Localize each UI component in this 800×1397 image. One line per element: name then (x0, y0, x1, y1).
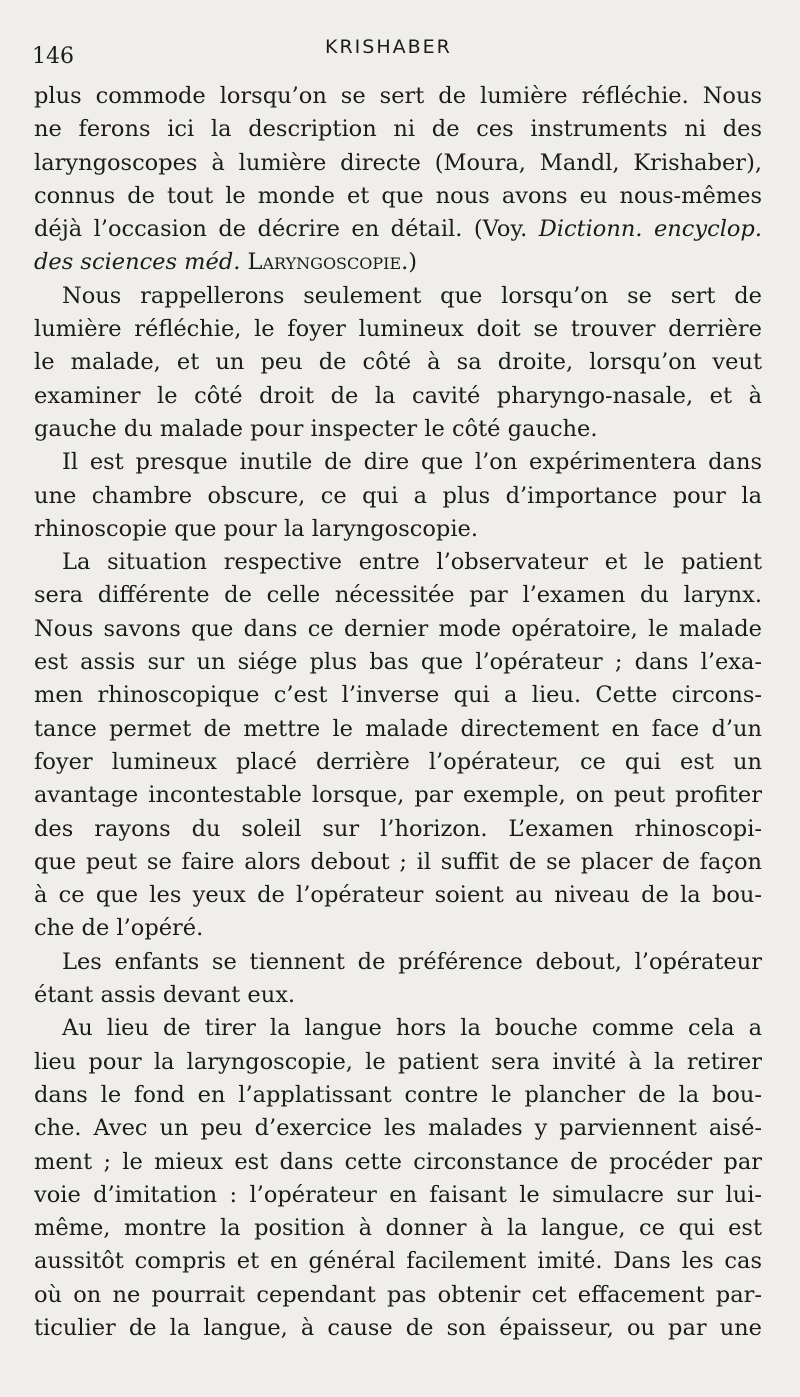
text-line: à ce que les yeux de l’opérateur soient au niveau de la bou- (34, 882, 762, 909)
text-line: laryngoscopes à lumière directe (Moura, Mandl, Krishaber), (34, 149, 762, 176)
text-line: foyer lumineux placé derrière l’opérateur, ce qui est un (34, 748, 762, 775)
text-line: le malade, et un peu de côté à sa droite, lorsqu’on veut (34, 349, 762, 376)
text-line: ne ferons ici la description ni de ces instruments ni des (34, 116, 762, 143)
text-line: lumière réfléchie, le foyer lumineux doit se trouver derrière (34, 316, 762, 343)
text-line: sera différente de celle nécessitée par l’examen du larynx. (34, 582, 762, 609)
text-line: déjà l’occasion de décrire en détail. (Voy. Dictionn. encyclop. (34, 216, 762, 243)
text-line: connus de tout le monde et que nous avons eu nous-mêmes (34, 182, 762, 209)
text-line: des sciences méd. Laryngoscopie.) (34, 249, 418, 276)
page-number: 146 (32, 44, 74, 69)
text-line: men rhinoscopique c’est l’inverse qui a lieu. Cette circons- (34, 682, 762, 709)
text-line: même, montre la position à donner à la langue, ce qui est (34, 1215, 762, 1242)
text-line: dans le fond en l’applatissant contre le plancher de la bou- (34, 1081, 762, 1108)
running-head: KRISHABER (325, 36, 452, 58)
text-line: che. Avec un peu d’exercice les malades y parviennent aisé- (34, 1115, 762, 1142)
text-line: ticulier de la langue, à cause de son épaisseur, ou par une (34, 1314, 762, 1341)
text-line: Nous rappellerons seulement que lorsqu’on se sert de (62, 282, 762, 309)
text-line: étant assis devant eux. (34, 982, 296, 1009)
text-line: Les enfants se tiennent de préférence debout, l’opérateur (62, 948, 762, 975)
text-line: lieu pour la laryngoscopie, le patient sera invité à la retirer (34, 1048, 762, 1075)
text-line: Au lieu de tirer la langue hors la bouche comme cela a (62, 1015, 762, 1042)
text-line: Nous savons que dans ce dernier mode opératoire, le malade (34, 615, 762, 642)
text-line: rhinoscopie que pour la laryngoscopie. (34, 515, 478, 542)
text-line: examiner le côté droit de la cavité pharyngo-nasale, et à (34, 382, 762, 409)
text-line: Il est presque inutile de dire que l’on expérimentera dans (62, 449, 762, 476)
italic-reference: Dictionn. encyclop. (538, 216, 762, 243)
text-line: voie d’imitation : l’opérateur en faisant le simulacre sur lui- (34, 1181, 762, 1208)
text-line: aussitôt compris et en général facilement imité. Dans les cas (34, 1248, 762, 1275)
body-text (34, 80, 762, 1345)
text-line: avantage incontestable lorsque, par exemple, on peut profiter (34, 782, 762, 809)
text-line: que peut se faire alors debout ; il suffit de se placer de façon (34, 848, 762, 875)
text-line: plus commode lorsqu’on se sert de lumière réfléchie. Nous (34, 83, 762, 109)
text-line: des rayons du soleil sur l’horizon. L’examen rhinoscopi- (34, 815, 762, 842)
italic-reference: des sciences méd. (34, 249, 241, 276)
text-line: une chambre obscure, ce qui a plus d’importance pour la (34, 482, 762, 509)
text-line: est assis sur un siége plus bas que l’opérateur ; dans l’exa- (34, 649, 762, 676)
text-line: ment ; le mieux est dans cette circonstance de procéder par (34, 1148, 762, 1175)
text-line: La situation respective entre l’observateur et le patient (62, 549, 762, 576)
small-caps-reference: Laryngoscopie (247, 249, 402, 276)
text-line: tance permet de mettre le malade directement en face d’un (34, 715, 762, 742)
text-line: che de l’opéré. (34, 915, 204, 942)
text-line: où on ne pourrait cependant pas obtenir cet effacement par- (34, 1281, 762, 1308)
text-line: gauche du malade pour inspecter le côté gauche. (34, 415, 598, 442)
